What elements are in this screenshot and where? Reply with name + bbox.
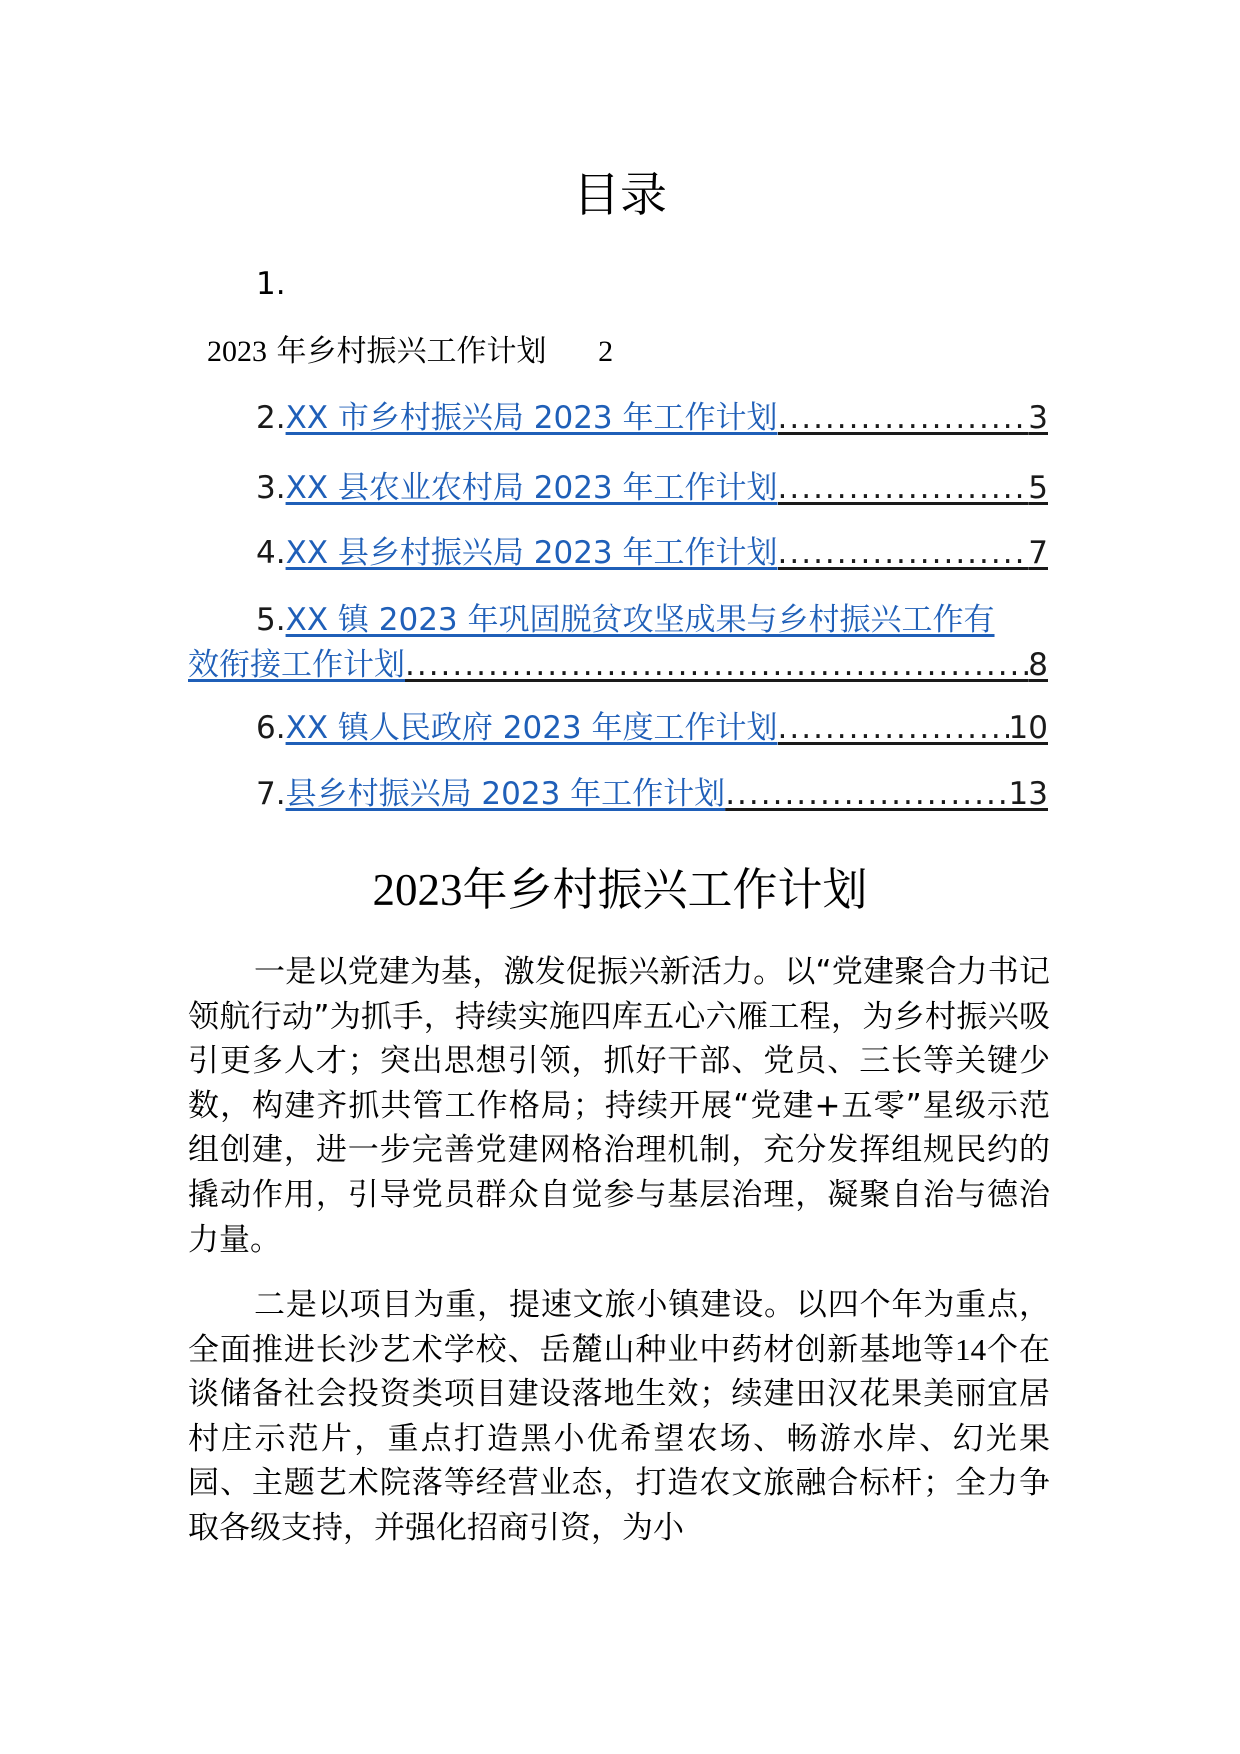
- toc-item-2[interactable]: [256, 398, 1048, 438]
- toc-leader-dots: [778, 398, 1029, 438]
- toc-item-number: 3.: [256, 470, 286, 506]
- toc-item-page: 7: [1028, 535, 1048, 571]
- toc-item-7[interactable]: [256, 774, 1048, 814]
- paragraph-2-text-a: 二是以项目为重，提速文旅小镇建设。以四个年为重点，全面推进长沙艺术学校、岳麓山种业中药材创新基地等: [188, 1287, 1050, 1368]
- body-paragraph-2: [188, 1283, 1050, 1551]
- toc-item-1-year: 2023: [207, 335, 267, 368]
- toc-item-number: 7.: [256, 776, 286, 812]
- toc-item-6[interactable]: [256, 708, 1048, 748]
- toc-item-page: 13: [1008, 776, 1048, 812]
- document-title-year: 2023: [372, 865, 463, 915]
- toc-item-1[interactable]: [207, 332, 613, 372]
- toc-item-number: 5.: [256, 602, 286, 638]
- toc-item-1-page: 2: [598, 335, 614, 368]
- toc-leader-dots: [778, 533, 1029, 573]
- toc-item-4[interactable]: [256, 533, 1048, 573]
- toc-title: 目录: [573, 168, 667, 223]
- toc-item-3[interactable]: [256, 468, 1048, 508]
- toc-item-page: 5: [1028, 470, 1048, 506]
- paragraph-2-number: 14: [955, 1331, 987, 1367]
- toc-leader-dots: [778, 468, 1029, 508]
- toc-item-1-number: 1.: [256, 266, 286, 302]
- toc-item-page: 8: [1028, 647, 1048, 683]
- toc-leader-dots: [778, 708, 1009, 748]
- toc-item-1-title: 年乡村振兴工作计划: [276, 334, 547, 369]
- toc-item-5-line2[interactable]: [188, 645, 1048, 685]
- toc-item-link[interactable]: 县乡村振兴局 2023 年工作计划: [285, 776, 726, 812]
- toc-item-page: 3: [1028, 400, 1048, 436]
- toc-leader-dots: [405, 645, 1028, 685]
- paragraph-2-text-b: 个在谈储备社会投资类项目建设落地生效；续建田汉花果美丽宜居村庄示范片，重点打造黑小优希望农场、畅游水岸、幻光果园、主题艺术院落等经营业态，打造农文旅融合标杆；全力争取各级支持，并强化招商引资，为小: [188, 1331, 1051, 1546]
- toc-item-number: 6.: [256, 710, 286, 746]
- toc-item-link[interactable]: XX 镇 2023 年巩固脱贫攻坚成果与乡村振兴工作有: [285, 602, 995, 638]
- toc-item-link[interactable]: XX 市乡村振兴局 2023 年工作计划: [285, 400, 778, 436]
- toc-item-link[interactable]: XX 县农业农村局 2023 年工作计划: [285, 470, 778, 506]
- body-paragraph-1: 一是以党建为基，激发促振兴新活力。以“党建聚合力书记领航行动”为抓手，持续实施四库五心六雁工程，为乡村振兴吸引更多人才；突出思想引领，抓好干部、党员、三长等关键少数，构建齐抓共管工作格局；持续开展“党建+五零”星级示范组创建，进一步完善党建网格治理机制，充分发挥组规民约的撬动作用，引导党员群众自觉参与基层治理，凝聚自治与德治力量。: [188, 954, 1050, 1258]
- toc-item-link[interactable]: XX 县乡村振兴局 2023 年工作计划: [285, 535, 778, 571]
- toc-item-link[interactable]: XX 镇人民政府 2023 年度工作计划: [285, 710, 778, 746]
- toc-item-page: 10: [1008, 710, 1048, 746]
- toc-item-5-line1[interactable]: [256, 600, 1048, 640]
- toc-item-link-continued[interactable]: 效衔接工作计划: [188, 647, 405, 683]
- toc-item-number: 2.: [256, 400, 286, 436]
- toc-leader-dots: [725, 774, 1008, 814]
- document-title-text: 年乡村振兴工作计划: [462, 863, 868, 916]
- toc-item-number: 4.: [256, 535, 286, 571]
- document-title: [0, 860, 1240, 920]
